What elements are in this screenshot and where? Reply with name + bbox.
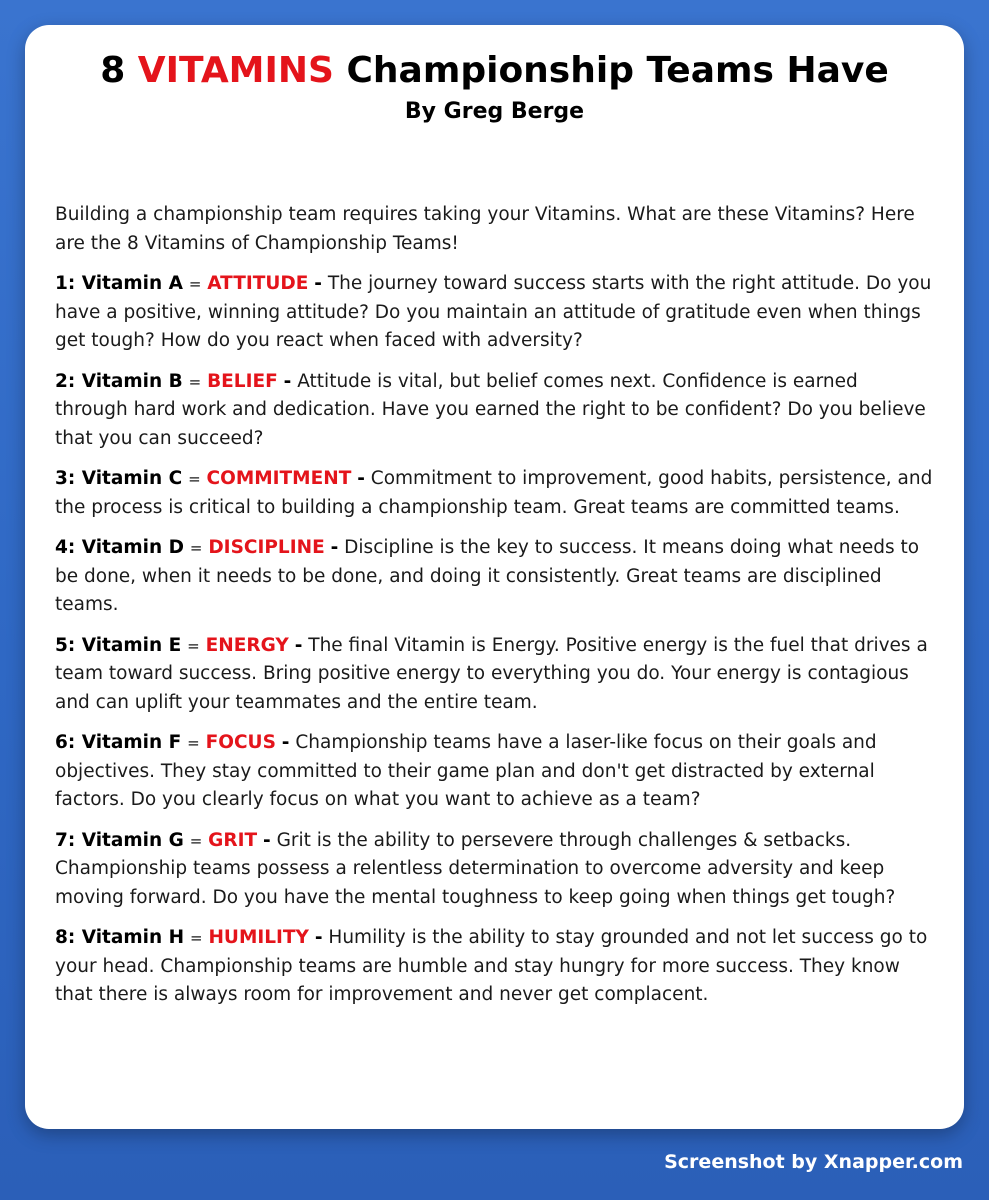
- vitamin-label: 2: Vitamin B: [55, 370, 183, 392]
- vitamin-description: Humility is the ability to stay grounded and not let success go to your head. Championship teams are humble and stay hungry for more success. They know that there is always room for improvement and never get complacent.: [55, 927, 928, 1005]
- vitamin-label: 6: Vitamin F: [55, 732, 182, 753]
- dash-separator: -: [262, 829, 271, 851]
- vitamin-description: Championship teams have a laser-like focus on their goals and objectives. They stay committed to their game plan and don't get distracted by external factors. Do you clearly focus on what you want to achieve as a team?: [55, 732, 877, 810]
- equals-sign: =: [189, 831, 203, 850]
- vitamin-description: The final Vitamin is Energy. Positive energy is the fuel that drives a team toward success. Bring positive energy to everything you do. Your energy is contagious and can uplift your teammates and the entire team.: [55, 634, 928, 713]
- vitamin-item-7: [55, 827, 934, 913]
- vitamin-keyword: BELIEF: [207, 370, 278, 392]
- vitamin-item-1: [55, 270, 934, 356]
- post-card: [25, 25, 964, 1129]
- vitamin-item-2: [55, 368, 934, 454]
- title-accent: VITAMINS: [137, 50, 334, 91]
- vitamin-keyword: GRIT: [208, 829, 258, 851]
- screenshot-credit: Screenshot by Xnapper.com: [664, 1151, 963, 1173]
- intro-paragraph: Building a championship team requires taking your Vitamins. What are these Vitamins? Here are the 8 Vitamins of Championship Teams!: [55, 204, 915, 254]
- equals-sign: =: [188, 372, 202, 391]
- vitamin-keyword: COMMITMENT: [206, 468, 352, 489]
- equals-sign: =: [189, 539, 203, 557]
- vitamin-description: The journey toward success starts with the right attitude. Do you have a positive, winning attitude? Do you maintain an attitude of gratitude even when things get tough? How do you react when faced with adversity?: [55, 273, 932, 351]
- dash-separator: -: [281, 732, 290, 753]
- vitamin-description: Attitude is vital, but belief comes next. Confidence is earned through hard work and dedication. Have you earned the right to be confident? Do you believe that you can succeed?: [55, 370, 926, 449]
- vitamin-item-4: [55, 534, 934, 620]
- vitamin-label: 7: Vitamin G: [55, 829, 184, 851]
- equals-sign: =: [188, 470, 201, 488]
- page-title: [55, 49, 934, 93]
- vitamin-keyword: ENERGY: [205, 634, 289, 656]
- equals-sign: =: [187, 636, 200, 655]
- dash-separator: -: [330, 537, 339, 558]
- dash-separator: -: [314, 273, 322, 294]
- vitamin-label: 5: Vitamin E: [55, 634, 182, 656]
- vitamin-keyword: FOCUS: [205, 732, 276, 753]
- equals-sign: =: [187, 734, 200, 752]
- vitamin-label: 4: Vitamin D: [55, 537, 184, 558]
- vitamin-item-3: [55, 465, 934, 522]
- vitamin-keyword: HUMILITY: [208, 927, 309, 948]
- vitamin-item-5: [55, 632, 934, 718]
- vitamin-keyword: DISCIPLINE: [208, 537, 325, 558]
- vitamin-description: Grit is the ability to persevere through challenges & setbacks. Championship teams possess a relentless determination to overcome adversity and keep moving forward. Do you have the mental toughness to keep going when things get tough?: [55, 829, 896, 908]
- dash-separator: -: [294, 634, 303, 656]
- vitamin-label: 8: Vitamin H: [55, 927, 185, 948]
- dash-separator: -: [357, 468, 365, 489]
- equals-sign: =: [188, 275, 202, 293]
- byline: By Greg Berge: [404, 99, 585, 124]
- equals-sign: =: [189, 929, 203, 947]
- vitamin-label: 1: Vitamin A: [55, 273, 183, 294]
- vitamin-label: 3: Vitamin C: [55, 468, 183, 489]
- vitamin-item-6: [55, 729, 934, 815]
- dash-separator: -: [314, 927, 323, 948]
- dash-separator: -: [283, 370, 292, 392]
- vitamin-keyword: ATTITUDE: [207, 273, 309, 294]
- vitamin-description: Discipline is the key to success. It means doing what needs to be done, when it needs to be done, and doing it consistently. Great teams are disciplined teams.: [55, 537, 920, 615]
- vitamin-item-8: [55, 924, 934, 1010]
- title-prefix: 8: [100, 50, 138, 91]
- vitamin-description: Commitment to improvement, good habits, persistence, and the process is critical to building a championship team. Great teams are committed teams.: [55, 468, 933, 518]
- title-suffix: Championship Teams Have: [333, 50, 889, 91]
